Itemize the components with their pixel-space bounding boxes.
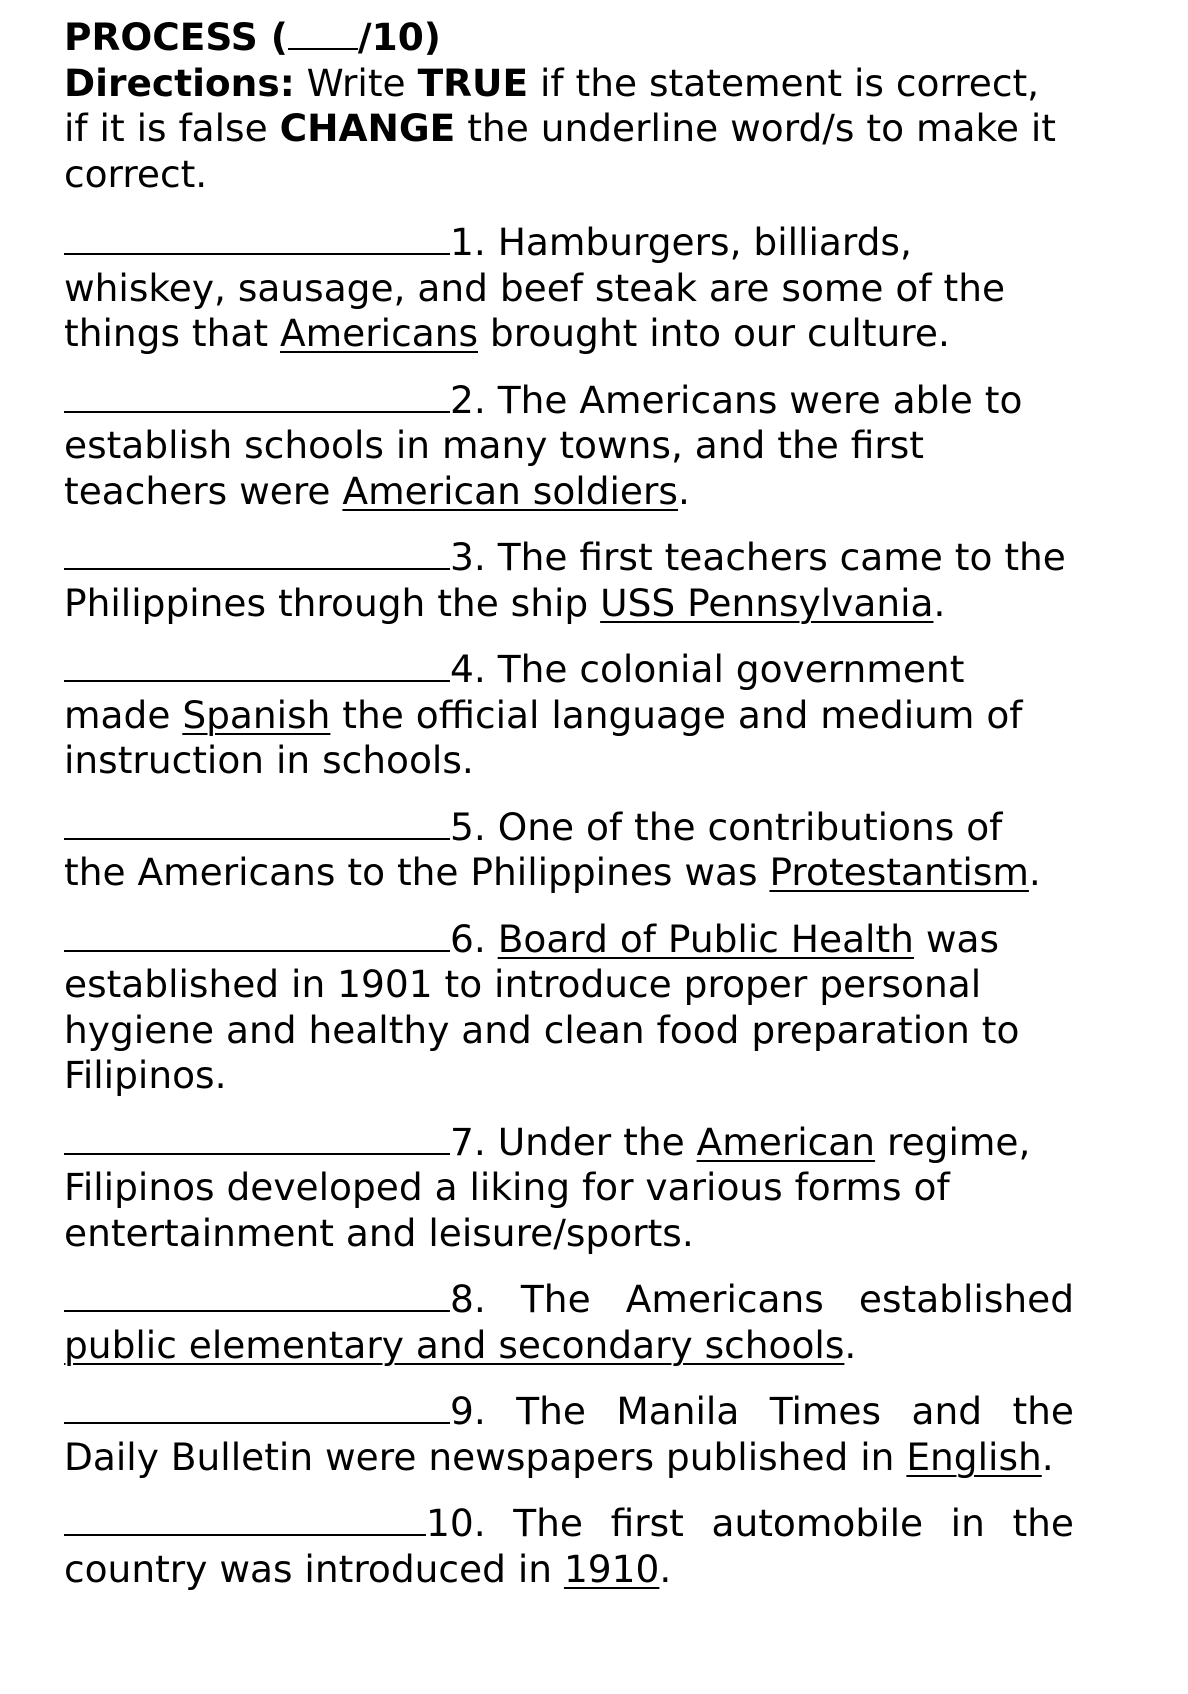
answer-blank-2[interactable] xyxy=(64,378,450,413)
question-text-end: . xyxy=(844,1322,857,1367)
question-text: 2. The Americans were able to establish schools in many towns, and the first teachers were xyxy=(64,377,1023,513)
underlined-term: Protestantism xyxy=(769,850,1029,894)
question-text-end: . xyxy=(659,1546,672,1591)
question-text: 10. The first automobile in the country was introduced in xyxy=(64,1501,1074,1591)
answer-blank-4[interactable] xyxy=(64,647,450,682)
question-text: 4. The colonial government made xyxy=(64,647,965,737)
question-text-end: regime, Filipinos developed a liking for various forms of entertainment and leisure/sports. xyxy=(64,1119,1031,1255)
directions-label: Directions: xyxy=(64,60,295,105)
question-text: 5. One of the contributions of the Americans to the Philippines was xyxy=(64,804,1003,894)
directions-text-2: if the statement is correct, if it is false xyxy=(64,60,1040,150)
underlined-term: Board of Public Health xyxy=(497,916,914,961)
question-item-5 xyxy=(64,805,1074,896)
question-item-9 xyxy=(64,1389,1074,1480)
question-text-end: . xyxy=(677,468,690,513)
underlined-term: American xyxy=(696,1119,876,1164)
question-text-end: . xyxy=(933,580,946,625)
answer-blank-8[interactable] xyxy=(64,1277,450,1312)
worksheet xyxy=(64,14,1074,1613)
question-text-end: . xyxy=(1041,1434,1054,1479)
answer-blank-10[interactable] xyxy=(64,1501,426,1536)
question-item-8 xyxy=(64,1277,1074,1368)
title-prefix: PROCESS ( xyxy=(64,15,288,59)
question-text: 7. Under the xyxy=(450,1119,697,1164)
directions-text-1: Write xyxy=(294,60,418,105)
question-text-end: . xyxy=(1028,850,1041,894)
answer-blank-1[interactable] xyxy=(64,220,450,255)
answer-blank-9[interactable] xyxy=(64,1389,450,1424)
underlined-term: public elementary and secondary schools xyxy=(64,1322,845,1367)
answer-blank-6[interactable] xyxy=(64,917,450,952)
underlined-term: Americans xyxy=(280,311,478,355)
section-title xyxy=(64,14,1074,61)
title-suffix: /10) xyxy=(357,15,441,59)
question-text: 3. The first teachers came to the Philippines through the ship xyxy=(64,535,1066,625)
score-blank[interactable] xyxy=(288,14,358,50)
question-item-6 xyxy=(64,917,1074,1099)
underlined-term: English xyxy=(906,1434,1042,1479)
underlined-term: 1910 xyxy=(563,1546,660,1591)
answer-blank-7[interactable] xyxy=(64,1120,450,1155)
question-item-3 xyxy=(64,535,1074,626)
question-text-end: was established in 1901 to introduce proper personal hygiene and healthy and clean food preparation to Filipinos. xyxy=(64,916,1020,1097)
answer-blank-3[interactable] xyxy=(64,535,450,570)
question-item-10 xyxy=(64,1501,1074,1592)
change-keyword: CHANGE xyxy=(279,106,456,150)
question-text-end: brought into our culture. xyxy=(478,311,950,355)
true-keyword: TRUE xyxy=(417,60,529,105)
question-text: 1. Hamburgers, billiards, whiskey, sausage, and beef steak are some of the things that xyxy=(64,220,1006,355)
question-item-7 xyxy=(64,1120,1074,1257)
question-text-end: the official language and medium of instruction in schools. xyxy=(64,692,1023,782)
question-text: 8. The Americans established xyxy=(450,1277,1074,1321)
question-item-4 xyxy=(64,647,1074,784)
underlined-term: Spanish xyxy=(182,692,331,737)
answer-blank-5[interactable] xyxy=(64,805,450,840)
underlined-term: USS Pennsylvania xyxy=(600,580,934,625)
directions-text-3: the underline word/s to make it correct. xyxy=(64,106,1056,196)
directions xyxy=(64,61,1074,198)
question-item-1 xyxy=(64,220,1074,357)
question-text: 6. xyxy=(450,916,498,961)
question-text: 9. The Manila Times and the Daily Bulletin were newspapers published in xyxy=(64,1389,1074,1479)
underlined-term: American soldiers xyxy=(342,468,678,513)
question-item-2 xyxy=(64,378,1074,515)
